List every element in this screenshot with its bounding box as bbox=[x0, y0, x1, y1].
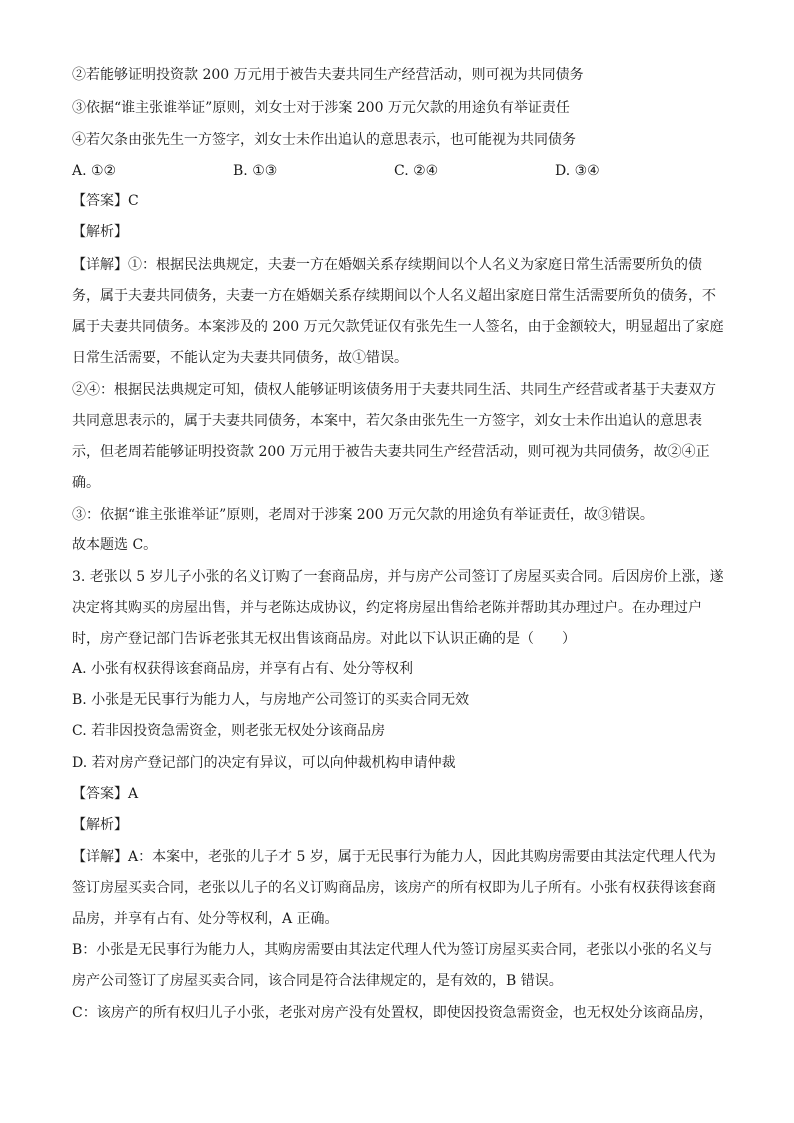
q2-explanation-line: ③：依据“谁主张谁举证”原则，老周对于涉案 200 万元欠款的用途负有举证责任，故③错误。 bbox=[72, 507, 654, 523]
q3-choice-a: A. 小张有权获得该套商品房，并享有占有、处分等权利 bbox=[72, 661, 414, 677]
q2-explanation-line: 属于夫妻共同债务。本案涉及的 200 万元欠款凭证仅有张先生一人签名，由于金额较大，明显超出了家庭 bbox=[72, 319, 724, 335]
q2-explanation-line: 日常生活需要，不能认定为夫妻共同债务，故①错误。 bbox=[72, 350, 408, 366]
q2-analysis-label: 【解析】 bbox=[72, 224, 128, 240]
q2-option-c: C. ②④ bbox=[394, 163, 439, 179]
q2-explanation-line: ②④：根据民法典规定可知，债权人能够证明该债务用于夫妻共同生活、共同生产经营或者基于夫妻双方 bbox=[72, 382, 716, 398]
q2-option-d: D. ③④ bbox=[555, 163, 600, 179]
q2-option-b: B. ①③ bbox=[233, 163, 278, 179]
q2-options bbox=[72, 161, 724, 181]
q3-explanation-line: 【详解】A：本案中，老张的儿子才 5 岁，属于无民事行为能力人，因此其购房需要由其法定代理人代为 bbox=[72, 849, 716, 865]
q3-analysis-label: 【解析】 bbox=[72, 817, 128, 833]
q2-answer: 【答案】C bbox=[72, 193, 139, 209]
q3-stem-line: 3. 老张以 5 岁儿子小张的名义订购了一套商品房，并与房产公司签订了房屋买卖合同。后因房价上涨，遂 bbox=[72, 569, 724, 585]
q2-explanation-line: 示，但老周若能够证明投资款 200 万元用于被告夫妻共同生产经营活动，则可视为共同债务，故②④正 bbox=[72, 444, 710, 460]
q2-conclusion: 故本题选 C。 bbox=[72, 537, 158, 553]
q3-explanation-line: 房产公司签订了房屋买卖合同，该合同是符合法律规定的，是有效的，B 错误。 bbox=[72, 973, 563, 989]
q2-explanation-line: 确。 bbox=[72, 475, 100, 491]
q3-answer: 【答案】A bbox=[72, 786, 139, 802]
q2-option-a: A. ①② bbox=[72, 163, 117, 179]
q3-choice-b: B. 小张是无民事行为能力人，与房地产公司签订的买卖合同无效 bbox=[72, 692, 470, 708]
q3-explanation-line: C：该房产的所有权归儿子小张，老张对房产没有处置权，即使因投资急需资金，也无权处分该商品房， bbox=[72, 1005, 713, 1021]
q3-explanation-line: 品房，并享有占有、处分等权利，A 正确。 bbox=[72, 911, 339, 927]
q3-explanation-line: B：小张是无民事行为能力人，其购房需要由其法定代理人代为签订房屋买卖合同，老张以小张的名义与 bbox=[72, 942, 713, 958]
q2-statement-4: ④若欠条由张先生一方签字，刘女士未作出追认的意思表示，也可能视为共同债务 bbox=[72, 132, 576, 148]
q3-choice-d: D. 若对房产登记部门的决定有异议，可以向仲裁机构申请仲裁 bbox=[72, 755, 456, 771]
q2-explanation-line: 务，属于夫妻共同债务，夫妻一方在婚姻关系存续期间以个人名义超出家庭日常生活需要所负的债务，不 bbox=[72, 288, 716, 304]
q3-explanation-line: 签订房屋买卖合同，老张以儿子的名义订购商品房，该房产的所有权即为儿子所有。小张有权获得该套商 bbox=[72, 880, 716, 896]
q3-stem-line: 决定将其购买的房屋出售，并与老陈达成协议，约定将房屋出售给老陈并帮助其办理过户。在办理过户 bbox=[72, 600, 702, 616]
q2-explanation-line: 【详解】①：根据民法典规定，夫妻一方在婚姻关系存续期间以个人名义为家庭日常生活需要所负的债 bbox=[72, 257, 702, 273]
q2-explanation-line: 共同意思表示的，属于夫妻共同债务，本案中，若欠条由张先生一方签字，刘女士未作出追认的意思表 bbox=[72, 413, 702, 429]
q2-statement-2: ②若能够证明投资款 200 万元用于被告夫妻共同生产经营活动，则可视为共同债务 bbox=[72, 67, 584, 83]
q3-choice-c: C. 若非因投资急需资金，则老张无权处分该商品房 bbox=[72, 723, 386, 739]
q3-stem-line: 时，房产登记部门告诉老张其无权出售该商品房。对此以下认识正确的是（ ） bbox=[72, 631, 576, 647]
q2-statement-3: ③依据“谁主张谁举证”原则，刘女士对于涉案 200 万元欠款的用途负有举证责任 bbox=[72, 100, 570, 116]
